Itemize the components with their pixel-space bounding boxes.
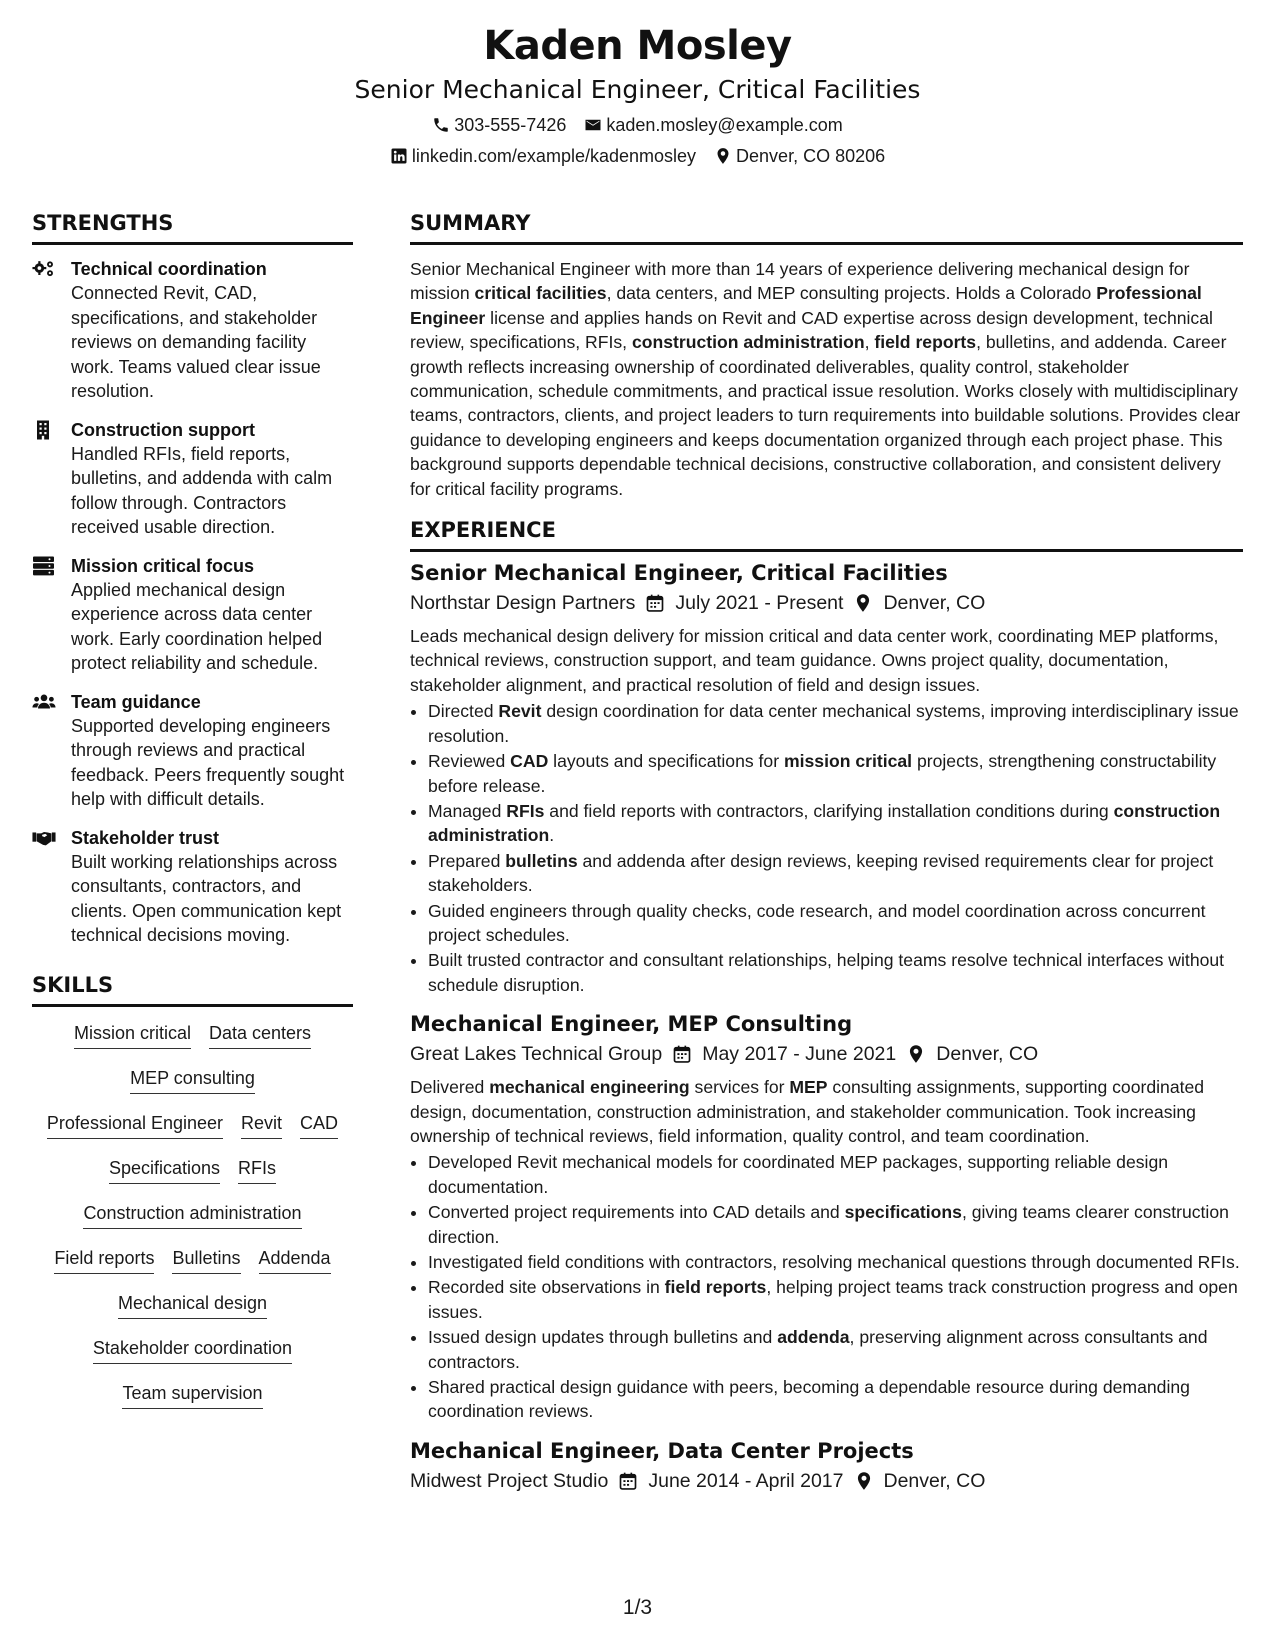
skills-heading: SKILLS bbox=[32, 970, 353, 1007]
bold-keyword: construction administration bbox=[428, 800, 1221, 846]
map-pin-icon bbox=[853, 593, 873, 613]
bold-keyword: field reports bbox=[664, 1277, 767, 1298]
bold-keyword: MEP bbox=[789, 1077, 828, 1098]
bullet-item: • Reviewed CAD layouts and specifications for mission critical projects, strengthening constructability before release. bbox=[428, 749, 1243, 798]
strengths-heading: STRENGTHS bbox=[32, 208, 353, 245]
strength-description: Applied mechanical design experience across data center work. Early coordination helped protect reliability and schedule. bbox=[71, 579, 323, 673]
job-meta bbox=[410, 1039, 1243, 1069]
phone-contact[interactable] bbox=[432, 109, 566, 141]
phone-number: 303-555-7426 bbox=[454, 115, 567, 135]
bullet-item: • Developed Revit mechanical models for coordinated MEP packages, supporting reliable design documentation. bbox=[428, 1150, 1243, 1199]
bullet-item: • Investigated field conditions with contractors, resolving mechanical questions through documented RFIs. bbox=[428, 1250, 1243, 1274]
bullet-item: • Recorded site observations in field reports, helping project teams track construction progress and open issues. bbox=[428, 1275, 1243, 1324]
bold-keyword: construction administration bbox=[631, 332, 865, 353]
strength-title: Technical coordination bbox=[71, 259, 267, 279]
linkedin-url: linkedin.com/example/kadenmosley bbox=[411, 146, 697, 166]
bold-keyword: bulletins bbox=[505, 850, 578, 871]
skill-tag: Mission critical bbox=[74, 1021, 191, 1049]
skill-tag: Field reports bbox=[54, 1246, 154, 1274]
strength-item bbox=[32, 257, 353, 404]
map-pin-icon bbox=[854, 1471, 874, 1491]
strength-description: Built working relationships across consultants, contractors, and clients. Open communication kept technical decisions moving. bbox=[71, 851, 342, 945]
envelope-icon bbox=[584, 116, 602, 134]
bold-keyword: addenda bbox=[777, 1327, 850, 1348]
skill-tag: Specifications bbox=[109, 1156, 220, 1184]
strength-item bbox=[32, 826, 353, 948]
bullet-item: • Shared practical design guidance with peers, becoming a dependable resource during demanding coordination reviews. bbox=[428, 1375, 1243, 1424]
job-title: Senior Mechanical Engineer, Critical Facilities bbox=[410, 561, 948, 586]
strength-title: Team guidance bbox=[71, 691, 201, 712]
strength-description: Connected Revit, CAD, specifications, and stakeholder reviews on demanding facility work. Teams valued clear issue resolution. bbox=[71, 283, 321, 401]
job-meta bbox=[410, 1466, 1243, 1496]
experience-heading: EXPERIENCE bbox=[410, 515, 1243, 552]
bullet-item: • Issued design updates through bulletins and addenda, preserving alignment across consultants and contractors. bbox=[428, 1325, 1243, 1374]
server-icon bbox=[32, 556, 56, 576]
phone-icon bbox=[432, 116, 450, 134]
bold-keyword: specifications bbox=[844, 1202, 962, 1223]
candidate-title: Senior Mechanical Engineer, Critical Facilities bbox=[354, 75, 921, 104]
bold-keyword: critical facilities bbox=[474, 283, 607, 304]
skill-row bbox=[32, 1246, 353, 1291]
bold-keyword: mechanical engineering bbox=[489, 1077, 690, 1098]
job-location: Denver, CO bbox=[936, 1043, 1039, 1066]
company-name: Northstar Design Partners bbox=[410, 592, 636, 615]
summary-text: Senior Mechanical Engineer with more than 14 years of experience delivering mechanical design for mission critical facilities, data centers, and MEP consulting projects. Holds a Colorado Professional Engineer license and applies hands on Revit and CAD expertise across design development, technical review, specifications, RFIs, construction administration, field reports, bulletins, and addenda. Career growth reflects increasing ownership of coordinated deliverables, quality control, stakeholder communication, schedule commitments, and practical issue resolution. Works closely with multidisciplinary teams, contractors, clients, and project leaders to turn requirements into buildable solutions. Provides clear guidance to developing engineers and keeps documentation organized through each project phase. This background supports dependable technical decisions, constructive collaboration, and consistent delivery for critical facility programs. bbox=[410, 259, 1241, 499]
strength-item bbox=[32, 418, 353, 540]
strength-title: Construction support bbox=[71, 419, 255, 440]
candidate-name: Kaden Mosley bbox=[483, 23, 792, 69]
bullet-item: • Converted project requirements into CAD details and specifications, giving teams clearer construction direction. bbox=[428, 1200, 1243, 1249]
bullet-item: • Directed Revit design coordination for data center mechanical systems, improving interdisciplinary issue resolution. bbox=[428, 699, 1243, 748]
bold-keyword: field reports bbox=[874, 332, 977, 353]
bullet-item: • Prepared bulletins and addenda after design reviews, keeping revised requirements clear for project stakeholders. bbox=[428, 849, 1243, 898]
job-bullets bbox=[410, 1150, 1243, 1423]
email-address: kaden.mosley@example.com bbox=[606, 115, 843, 135]
skill-row bbox=[32, 1111, 353, 1156]
calendar-icon bbox=[645, 593, 665, 613]
bullet-item: • Guided engineers through quality checks, code research, and model coordination across concurrent project schedules. bbox=[428, 899, 1243, 948]
bold-keyword: mission critical bbox=[783, 751, 913, 772]
bold-keyword: CAD bbox=[510, 751, 549, 772]
bold-keyword: RFIs bbox=[506, 800, 545, 821]
location-text: Denver, CO 80206 bbox=[736, 146, 886, 166]
job-entry bbox=[410, 558, 1243, 997]
bullet-item: • Built trusted contractor and consultant relationships, helping teams resolve technical interfaces without schedule disruption. bbox=[428, 948, 1243, 997]
job-title: Mechanical Engineer, MEP Consulting bbox=[410, 1012, 853, 1037]
job-bullets bbox=[410, 699, 1243, 997]
skill-tag: Bulletins bbox=[172, 1246, 240, 1274]
job-entry bbox=[410, 1436, 1243, 1496]
job-entry bbox=[410, 1009, 1243, 1424]
skill-row bbox=[32, 1021, 353, 1066]
skill-tag: Mechanical design bbox=[118, 1291, 267, 1319]
company-name: Great Lakes Technical Group bbox=[410, 1043, 663, 1066]
skill-tag: RFIs bbox=[238, 1156, 276, 1184]
left-column bbox=[32, 208, 353, 1426]
strength-item bbox=[32, 690, 353, 812]
skill-tag: Stakeholder coordination bbox=[93, 1336, 292, 1364]
skill-tag: Professional Engineer bbox=[47, 1111, 223, 1139]
contact-row-1 bbox=[0, 109, 1275, 141]
strength-description: Supported developing engineers through reviews and practical feedback. Peers frequently sought help with difficult details. bbox=[71, 715, 345, 809]
skill-tag: MEP consulting bbox=[130, 1066, 255, 1094]
resume-header bbox=[0, 20, 1275, 172]
bullet-item: • Managed RFIs and field reports with contractors, clarifying installation conditions during construction administration. bbox=[428, 799, 1243, 848]
building-icon bbox=[32, 420, 56, 440]
map-pin-icon bbox=[906, 1044, 926, 1064]
skill-tag: CAD bbox=[300, 1111, 338, 1139]
skill-tag: Revit bbox=[241, 1111, 282, 1139]
skill-row bbox=[32, 1066, 353, 1111]
job-description: Leads mechanical design delivery for mission critical and data center work, coordinating MEP platforms, technical reviews, construction support, and team guidance. Owns project quality, documentation, stakeholder alignment, and practical resolution of field and design issues. bbox=[410, 626, 1219, 695]
contact-row-2 bbox=[0, 140, 1275, 172]
skill-tag: Team supervision bbox=[122, 1381, 262, 1409]
job-dates: June 2014 - April 2017 bbox=[648, 1469, 844, 1492]
right-column bbox=[410, 208, 1243, 1502]
strength-title: Stakeholder trust bbox=[71, 827, 220, 848]
skills-list bbox=[32, 1019, 353, 1426]
calendar-icon bbox=[618, 1471, 638, 1491]
page-number: 1/3 bbox=[622, 1596, 653, 1619]
strength-description: Handled RFIs, field reports, bulletins, and addenda with calm follow through. Contractors received usable direction. bbox=[71, 443, 333, 537]
gears-icon bbox=[32, 259, 56, 279]
skill-row bbox=[32, 1156, 353, 1201]
job-meta bbox=[410, 588, 1243, 618]
map-pin-icon bbox=[714, 147, 732, 165]
summary-heading: SUMMARY bbox=[410, 208, 1243, 245]
job-description: Delivered mechanical engineering services for MEP consulting assignments, supporting coordinated design, documentation, construction administration, and stakeholder communication. Took increasing ownership of technical reviews, field information, quality control, and team coordination. bbox=[410, 1077, 1205, 1146]
handshake-icon bbox=[32, 828, 56, 848]
skill-tag: Addenda bbox=[259, 1246, 331, 1274]
users-icon bbox=[32, 692, 56, 712]
skill-row bbox=[32, 1336, 353, 1381]
bold-keyword: Professional Engineer bbox=[410, 283, 1202, 328]
job-title: Mechanical Engineer, Data Center Projects bbox=[410, 1438, 914, 1463]
calendar-icon bbox=[672, 1044, 692, 1064]
job-location: Denver, CO bbox=[883, 592, 986, 615]
skill-row bbox=[32, 1291, 353, 1336]
job-dates: May 2017 - June 2021 bbox=[702, 1043, 897, 1066]
bold-keyword: Revit bbox=[498, 701, 542, 722]
skill-tag: Construction administration bbox=[83, 1201, 301, 1229]
skill-tag: Data centers bbox=[209, 1021, 311, 1049]
strength-title: Mission critical focus bbox=[71, 555, 255, 576]
skill-row bbox=[32, 1381, 353, 1426]
linkedin-contact[interactable] bbox=[390, 140, 696, 172]
job-dates: July 2021 - Present bbox=[675, 592, 844, 615]
email-contact[interactable] bbox=[584, 109, 842, 141]
linkedin-icon bbox=[390, 147, 408, 165]
job-location: Denver, CO bbox=[883, 1469, 986, 1492]
skill-row bbox=[32, 1201, 353, 1246]
location-contact bbox=[714, 140, 885, 172]
company-name: Midwest Project Studio bbox=[410, 1469, 609, 1492]
strength-item bbox=[32, 554, 353, 676]
